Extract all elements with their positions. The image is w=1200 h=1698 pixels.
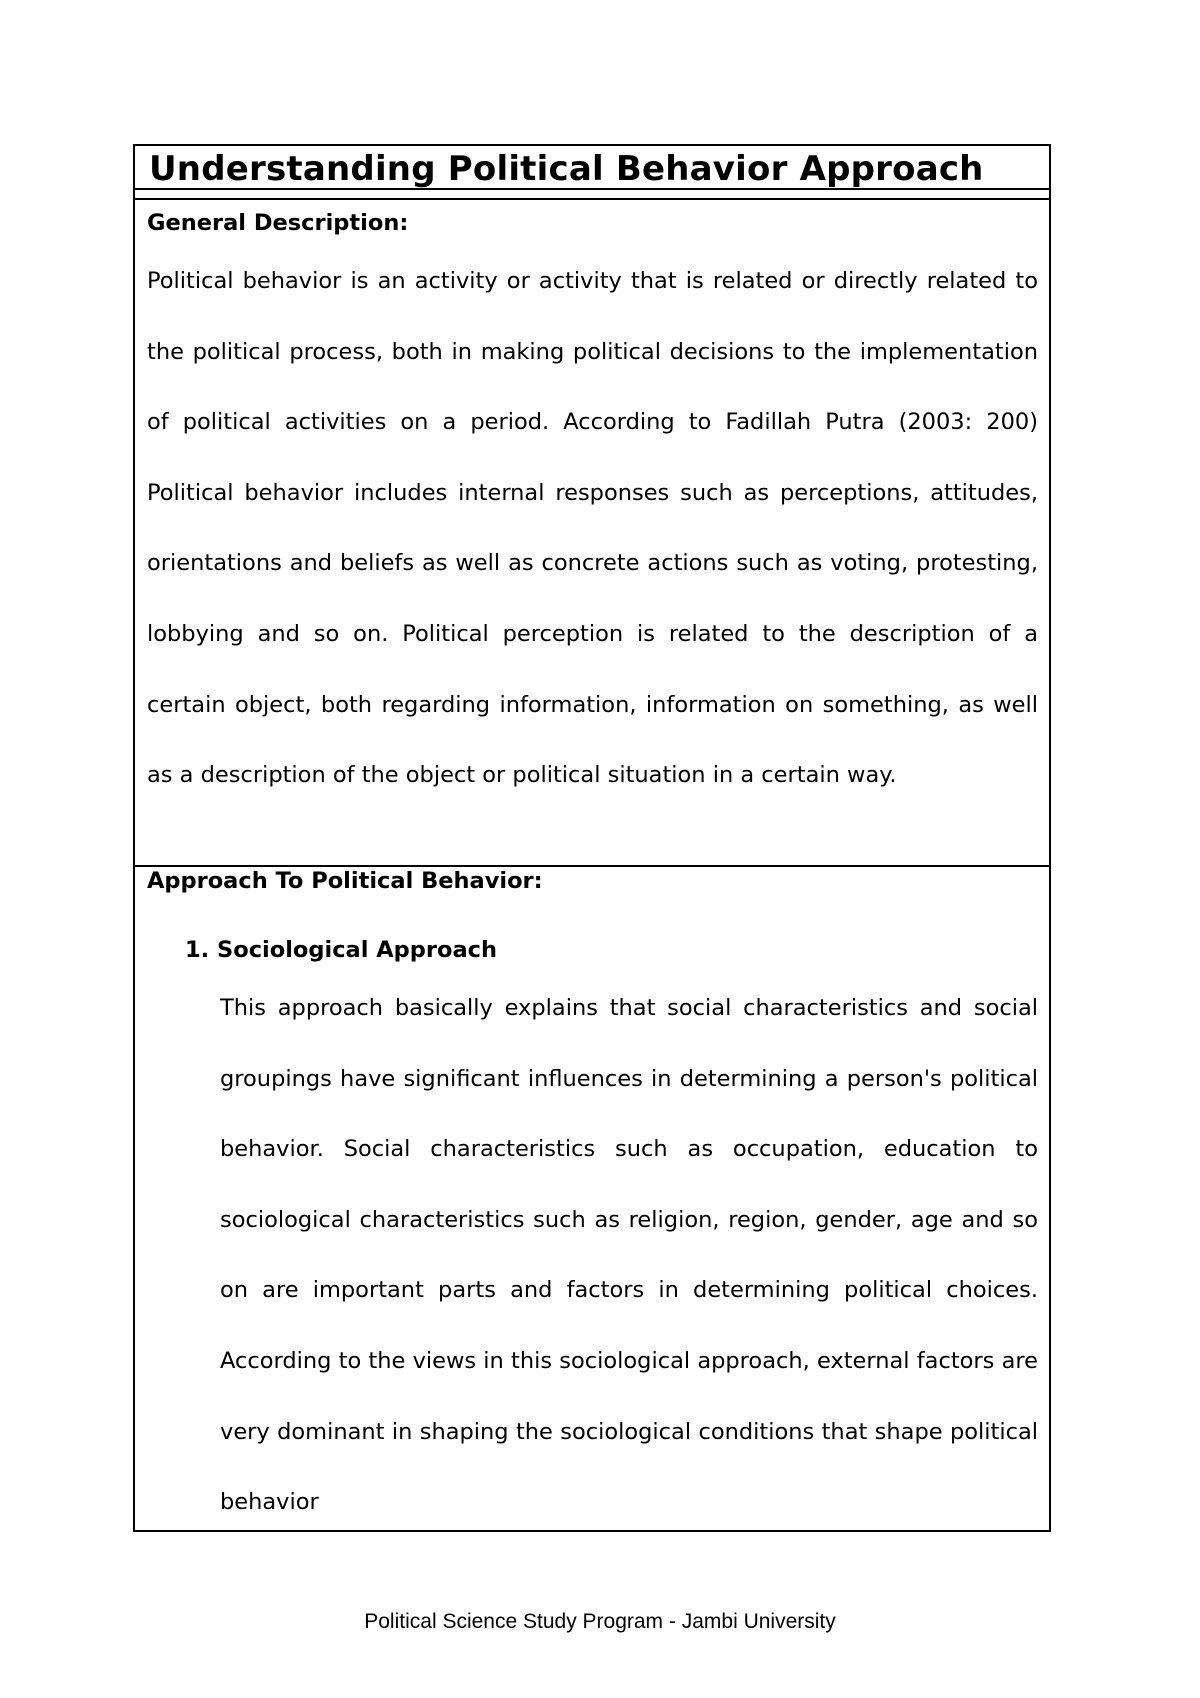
approach-item-number: 1. [185, 937, 210, 963]
approach-item-title: Sociological Approach [217, 937, 497, 963]
approach-item-text: This approach basically explains that social characteristics and social groupings have significant influences in determining a person's political behavior. Social characteristics such as occupation, education to sociological characteristics such as religion, region, gender, age and so on are important parts and factors in determining political choices. According to the views in this sociological approach, external factors are very dominant in shaping the sociological conditions that shape political behavior [220, 995, 1038, 1516]
title-separator [135, 190, 1049, 200]
approach-label: Approach To Political Behavior: [147, 868, 543, 894]
general-description-label: General Description: [147, 210, 409, 236]
approach-cell [135, 867, 1049, 1530]
approach-item-heading [185, 936, 1038, 964]
page-footer: Political Science Study Program - Jambi University [364, 1610, 836, 1633]
document-table [133, 144, 1051, 1532]
general-description-text: Political behavior is an activity or activity that is related or directly related to the political process, both in making political decisions to the implementation of political activities on a period. According to Fadillah Putra (2003: 200) Political behavior includes internal responses such as perceptions, attitudes, orientations and beliefs as well as concrete actions such as voting, protesting, lobbying and so on. Political perception is related to the description of a certain object, both regarding information, information on something, as well as a description of the object or political situation in a certain way. [147, 268, 1038, 789]
title-cell [135, 146, 1049, 190]
document-title: Understanding Political Behavior Approach [149, 149, 984, 189]
general-description-cell [135, 200, 1049, 867]
